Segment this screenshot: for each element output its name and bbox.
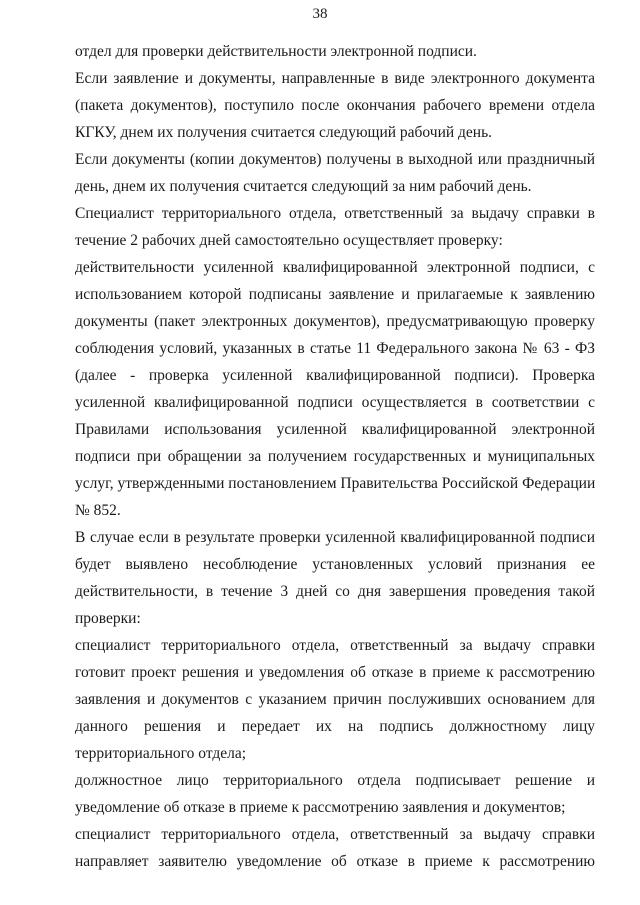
paragraph — [75, 632, 595, 767]
text-line: должностное лицо территориального отдела подписывает решение и — [75, 772, 595, 789]
text-line: течение 2 рабочих дней самостоятельно осуществляет проверку: — [75, 232, 503, 249]
text-line: действительности усиленной квалифицированной электронной подписи, с — [75, 259, 595, 276]
text-line: № 852. — [75, 502, 121, 519]
text-line: (далее - проверка усиленной квалифицированной подписи). Проверка — [75, 367, 595, 384]
text-line: территориального отдела; — [75, 745, 247, 762]
text-line: подписи при обращении за получением государственных и муниципальных — [75, 448, 595, 465]
text-line: использованием которой подписаны заявление и прилагаемые к заявлению — [75, 286, 595, 303]
text-line: уведомление об отказе в приеме к рассмотрению заявления и документов; — [75, 799, 566, 816]
paragraph — [75, 65, 595, 146]
text-line: будет выявлено несоблюдение установленных условий признания ее — [75, 556, 595, 573]
text-line: направляет заявителю уведомление об отказе в приеме к рассмотрению — [75, 853, 595, 870]
text-line: действительности, в течение 3 дней со дня завершения проведения такой — [75, 583, 595, 600]
paragraph — [75, 767, 595, 821]
text-line: данного решения и передает их на подпись должностному лицу — [75, 718, 595, 735]
text-line: соблюдения условий, указанных в статье 11 Федерального закона № 63 - ФЗ — [75, 340, 595, 357]
text-line: Специалист территориального отдела, ответственный за выдачу справки в — [75, 205, 595, 222]
text-line: документы (пакет электронных документов), предусматривающую проверку — [75, 313, 595, 330]
paragraph — [75, 146, 595, 200]
document-body — [75, 38, 595, 875]
text-line: Правилами использования усиленной квалифицированной электронной — [75, 421, 595, 438]
paragraph — [75, 200, 595, 254]
paragraph — [75, 524, 595, 632]
text-line: услуг, утвержденными постановлением Правительства Российской Федерации — [75, 475, 596, 492]
text-line: специалист территориального отдела, ответственный за выдачу справки — [75, 637, 595, 654]
text-line: (пакета документов), поступило после окончания рабочего времени отдела — [75, 97, 595, 114]
paragraph — [75, 821, 595, 875]
text-line: готовит проект решения и уведомления об отказе в приеме к рассмотрению — [75, 664, 595, 681]
paragraph — [75, 254, 595, 524]
text-line: Если документы (копии документов) получены в выходной или праздничный — [75, 151, 595, 168]
page-number: 38 — [312, 6, 328, 22]
text-line: специалист территориального отдела, ответственный за выдачу справки — [75, 826, 595, 843]
text-line: КГКУ, днем их получения считается следующий рабочий день. — [75, 124, 493, 141]
text-line: В случае если в результате проверки усиленной квалифицированной подписи — [75, 529, 595, 546]
text-line: отдел для проверки действительности электронной подписи. — [75, 43, 477, 60]
paragraph — [75, 38, 595, 65]
text-line: Если заявление и документы, направленные в виде электронного документа — [75, 70, 595, 87]
text-line: заявления и документов с указанием причин послуживших основанием для — [75, 691, 595, 708]
text-line: день, днем их получения считается следующий за ним рабочий день. — [75, 178, 532, 195]
text-line: проверки: — [75, 610, 141, 627]
text-line: усиленной квалифицированной подписи осуществляется в соответствии с — [75, 394, 595, 411]
